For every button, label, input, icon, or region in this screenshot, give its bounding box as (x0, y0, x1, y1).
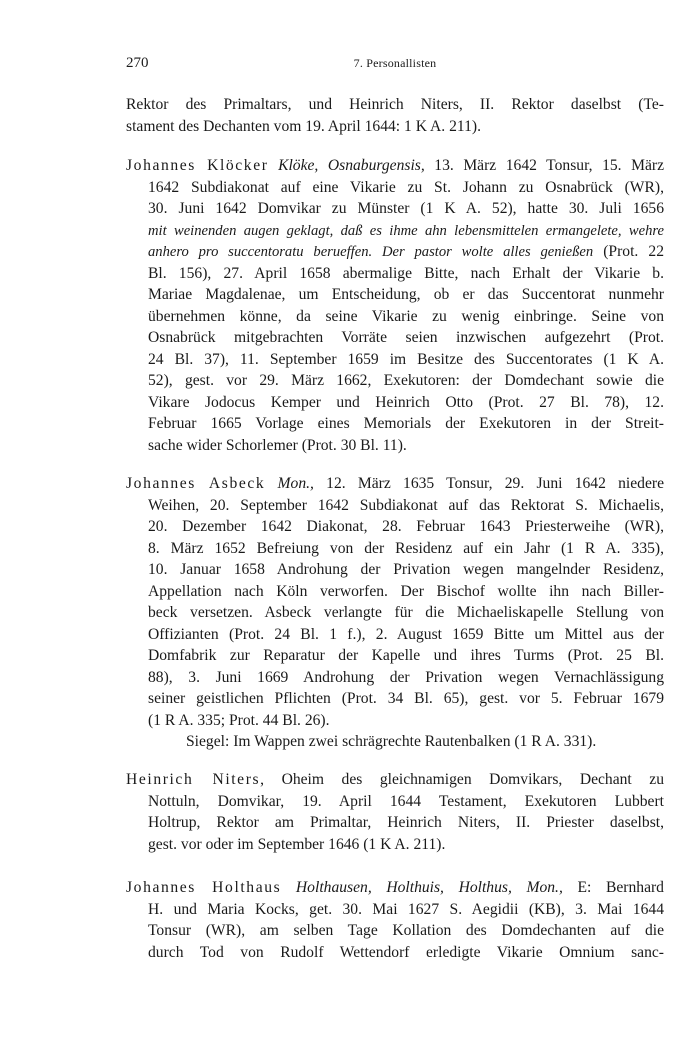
text-line (126, 942, 664, 964)
italic-variant: Mon., (277, 475, 314, 492)
text-segment: 20. Dezember 1642 Diakonat, 28. Februar 1643 Priesterweihe (WR), (148, 518, 664, 535)
text-line (126, 624, 664, 646)
text-line (126, 473, 664, 495)
italic-variant: Holthausen, Holthuis, Holthus, Mon., (295, 879, 563, 896)
text-segment: 24 Bl. 37), 11. September 1659 im Besitze des Succentorates (1 K A. (148, 350, 664, 368)
text-segment: Bl. 156), 27. April 1658 abermalige Bitte, nach Erhalt der Vikarie b. (148, 264, 664, 282)
text-line (126, 920, 664, 942)
text-line (126, 710, 664, 732)
text-segment: 8. März 1652 Befreiung von der Residenz auf ein Jahr (1 R A. 335), (148, 539, 664, 557)
text-line (126, 198, 664, 220)
text-line (126, 812, 664, 834)
quotation: anhero pro succentoratu berueffen. Der pastor wolte alles genießen (148, 244, 594, 260)
text-segment: sache wider Schorlemer (Prot. 30 Bl. 11). (148, 436, 407, 454)
text-segment: Holtrup, Rektor am Primaltar, Heinrich Niters, II. Priester daselbst, (148, 814, 664, 831)
text-line (126, 435, 664, 457)
text-segment: 12. März 1635 Tonsur, 29. Juni 1642 niedere (313, 475, 664, 492)
entry-johannes-asbeck (126, 473, 664, 753)
quotation: mit weinenden augen geklagt, daß es ihme ahn lebensmittelen ermangelete, wehre (148, 222, 664, 239)
running-title: 7. Personallisten (353, 56, 437, 70)
text-segment: Domfabrik zur Reparatur der Kapelle und ihres Turms (Prot. 25 Bl. (148, 647, 664, 664)
text-line (126, 155, 664, 177)
text-line (126, 731, 664, 753)
text-segment: Februar 1665 Vorlage eines Memorials der Exekutoren in der Streit- (148, 415, 664, 432)
text-segment: Vikare Jodocus Kemper und Heinrich Otto (Prot. 27 Bl. 78), 12. (148, 393, 664, 411)
entry-name: Johannes Klöcker (126, 157, 269, 174)
entry-name: Heinrich Niters (126, 771, 261, 788)
text-segment: beck versetzen. Asbeck verlangte für die Michaeliskapelle Stellung von (148, 604, 664, 621)
text-segment: 1642 Subdiakonat auf eine Vikarie zu St. Johann zu Osnabrück (WR), (148, 178, 664, 196)
text-segment: Weihen, 20. September 1642 Subdiakonat auf das Rektorat S. Michaelis, (148, 496, 664, 514)
text-line (126, 241, 664, 263)
text-segment: durch Tod von Rudolf Wettendorf erledigte Vikarie Omnium sanc- (148, 943, 664, 961)
text-line (126, 688, 664, 710)
text-segment: H. und Maria Kocks, get. 30. Mai 1627 S. Aegidii (KB), 3. Mai 1644 (148, 900, 664, 918)
entry-heinrich-niters (126, 769, 664, 855)
text-segment: stament des Dechanten vom 19. April 1644: 1 K A. 211). (126, 117, 481, 135)
text-line (126, 559, 664, 581)
text-segment: (1 R A. 335; Prot. 44 Bl. 26). (148, 711, 330, 729)
text-segment: Osnabrück mitgebrachten Vorräte seien inzwischen aufgezehrt (Prot. (148, 329, 664, 346)
entry-johannes-kloecker (126, 155, 664, 456)
italic-variant: Klöke, Osnaburgensis, (278, 157, 425, 174)
text-segment: (Prot. 22 (593, 243, 664, 260)
text-segment: gest. vor oder im September 1646 (1 K A. 211). (148, 835, 446, 853)
entry-johannes-holthaus (126, 877, 664, 963)
text-line (126, 667, 664, 689)
text-line (126, 220, 664, 242)
text-line (126, 306, 664, 328)
text-segment: 88), 3. Juni 1669 Androhung der Privation wegen Vernachlässigung (148, 668, 664, 686)
text-segment: Mariae Magdalenae, um Entscheidung, ob er das Succentorat nunmehr (148, 286, 664, 303)
text-segment: seiner geistlichen Pflichten (Prot. 34 Bl. 65), gest. vor 5. Februar 1679 (148, 690, 664, 707)
text-line (126, 877, 664, 899)
text-segment: , Oheim des gleichnamigen Domvikars, Dechant zu (260, 771, 664, 788)
entry-name: Johannes Holthaus (126, 879, 282, 896)
text-line (126, 370, 664, 392)
text-segment: Nottuln, Domvikar, 19. April 1644 Testament, Exekutoren Lubbert (148, 792, 664, 810)
text-line (126, 581, 664, 603)
text-segment: Offizianten (Prot. 24 Bl. 1 f.), 2. August 1659 Bitte um Mittel aus der (148, 625, 664, 643)
text-segment (281, 879, 296, 896)
text-line (126, 899, 664, 921)
text-segment: Appellation nach Köln verworfen. Der Bischof wollte ihn nach Biller- (148, 582, 664, 600)
text-segment: 10. Januar 1658 Androhung der Privation wegen mangelnder Residenz, (148, 561, 664, 578)
page-number: 270 (126, 55, 149, 71)
text-line (126, 263, 664, 285)
text-line (126, 602, 664, 624)
text-line (126, 516, 664, 538)
text-line (126, 791, 664, 813)
text-line (126, 413, 664, 435)
text-segment: 52), gest. vor 29. März 1662, Exekutoren: der Domdechant sowie die (148, 372, 664, 389)
text-segment (265, 475, 277, 492)
text-line (126, 349, 664, 371)
text-segment: Tonsur (WR), am selben Tage Kollation des Domdechanten auf die (148, 922, 664, 939)
text-line (126, 116, 664, 138)
text-line (126, 495, 664, 517)
text-segment: übernehmen könne, da seine Vikarie zu wenig einbringe. Seine von (148, 307, 664, 325)
text-line (126, 645, 664, 667)
text-segment: 30. Juni 1642 Domvikar zu Münster (1 K A. 52), hatte 30. Juli 1656 (148, 200, 664, 217)
text-line (126, 94, 664, 116)
text-segment: 13. März 1642 Tonsur, 15. März (424, 157, 665, 174)
page-header (126, 55, 664, 75)
text-segment: E: Bernhard (562, 879, 664, 896)
text-line (126, 392, 664, 414)
text-segment: Siegel: Im Wappen zwei schrägrechte Rautenbalken (1 R A. 331). (186, 733, 597, 750)
text-segment: Rektor des Primaltars, und Heinrich Niters, II. Rektor daselbst (Te- (126, 96, 664, 113)
entry-continuation (126, 94, 664, 137)
text-line (126, 284, 664, 306)
text-line (126, 327, 664, 349)
text-line (126, 834, 664, 856)
text-segment (269, 157, 279, 174)
text-line (126, 177, 664, 199)
text-line (126, 538, 664, 560)
text-line (126, 769, 664, 791)
entry-name: Johannes Asbeck (126, 475, 266, 492)
